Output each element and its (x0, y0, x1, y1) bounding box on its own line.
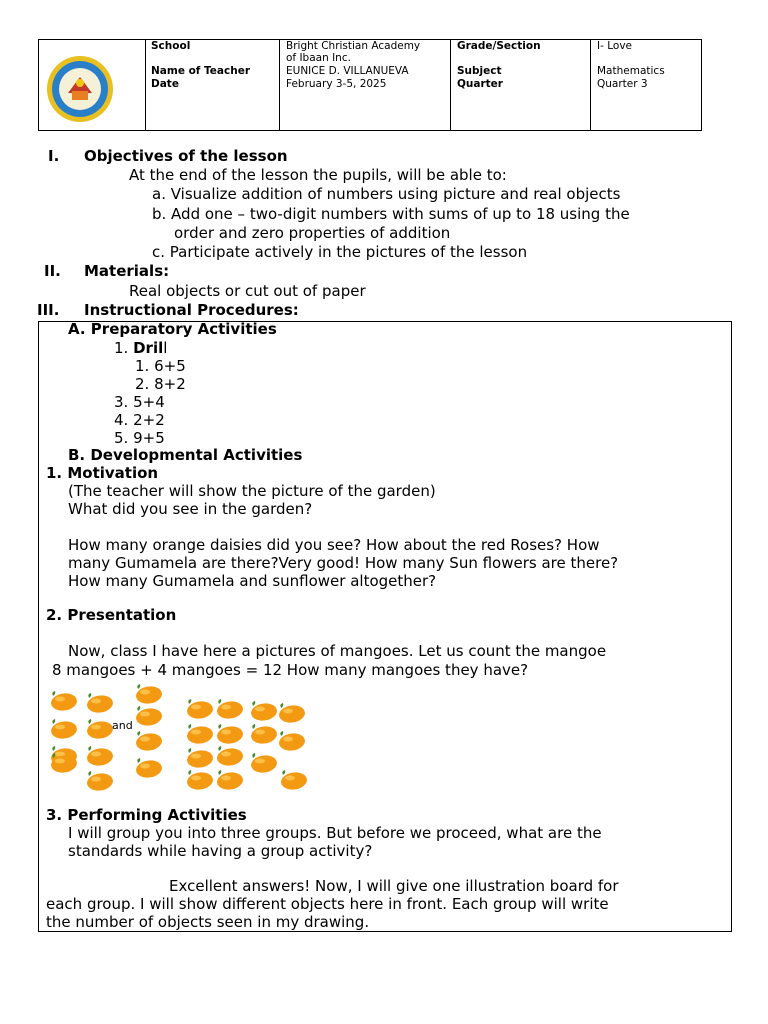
presentation-line-2: 8 mangoes + 4 mangoes = 12 How many mangoes they have? (52, 661, 529, 679)
col-divider (145, 40, 146, 130)
col-divider (279, 40, 280, 130)
school-logo-icon (46, 55, 114, 123)
mango-icon (48, 752, 78, 774)
mango-icon (133, 757, 163, 779)
motivation-line-5: How many Gumamela and sunflower altogether? (68, 572, 437, 590)
mango-icon (184, 769, 214, 791)
drill-1: 1. 6+5 (135, 357, 186, 375)
mango-icon (248, 700, 278, 722)
mango-icon (214, 723, 244, 745)
quarter-value: Quarter 3 (597, 78, 648, 90)
school-value-line2: of Ibaan Inc. (286, 52, 351, 64)
objectives-numeral: I. (48, 147, 60, 165)
teacher-label: Name of Teacher (151, 65, 251, 77)
subject-label: Subject (457, 65, 502, 77)
mango-icon (248, 752, 278, 774)
performing-heading: 3. Performing Activities (46, 806, 247, 824)
drill-5: 5. 9+5 (114, 429, 165, 447)
grade-label: Grade/Section (457, 40, 541, 52)
mango-icon (84, 718, 114, 740)
col-divider (590, 40, 591, 130)
materials-heading: Materials: (84, 262, 170, 280)
objectives-heading: Objectives of the lesson (84, 147, 288, 165)
objective-b: b. Add one – two-digit numbers with sums of up to 18 using the (152, 205, 630, 223)
procedures-heading: Instructional Procedures: (84, 301, 299, 319)
objectives-intro: At the end of the lesson the pupils, will be able to: (129, 166, 507, 184)
mango-icon (48, 718, 78, 740)
drill-2: 2. 8+2 (135, 375, 186, 393)
motivation-heading: 1. Motivation (46, 464, 159, 482)
mango-icon (184, 747, 214, 769)
mango-icon (84, 692, 114, 714)
motivation-line-3: How many orange daisies did you see? How about the red Roses? How (68, 536, 600, 554)
mango-icon (184, 723, 214, 745)
procedures-numeral: III. (37, 301, 60, 319)
mango-icon (84, 770, 114, 792)
materials-text: Real objects or cut out of paper (129, 282, 366, 300)
drill-3: 3. 5+4 (114, 393, 165, 411)
drill-number: 1. (114, 339, 129, 357)
materials-numeral: II. (44, 262, 61, 280)
drill-label: Dril (133, 339, 164, 357)
objective-a: a. Visualize addition of numbers using picture and real objects (152, 185, 621, 203)
presentation-line-1: Now, class I have here a pictures of mangoes. Let us count the mangoe (68, 642, 607, 660)
mango-icon (133, 705, 163, 727)
motivation-line-1: (The teacher will show the picture of the garden) (68, 482, 436, 500)
school-label: School (151, 40, 191, 52)
motivation-line-4: many Gumamela are there?Very good! How many Sun flowers are there? (68, 554, 619, 572)
mango-icon (48, 690, 78, 712)
mango-icon (214, 745, 244, 767)
performing-line-4: each group. I will show different objects here in front. Each group will write (46, 895, 609, 913)
date-value: February 3-5, 2025 (286, 78, 387, 90)
subject-value: Mathematics (597, 65, 665, 77)
performing-line-2: standards while having a group activity? (68, 842, 373, 860)
teacher-value: EUNICE D. VILLANUEVA (286, 65, 409, 77)
objective-c: c. Participate actively in the pictures of the lesson (152, 243, 528, 261)
preparatory-heading: A. Preparatory Activities (68, 320, 277, 338)
objective-b-cont: order and zero properties of addition (174, 224, 451, 242)
grade-value: I- Love (597, 40, 632, 52)
performing-line-1: I will group you into three groups. But before we proceed, what are the (68, 824, 602, 842)
drill-item (114, 339, 167, 357)
motivation-line-2: What did you see in the garden? (68, 500, 313, 518)
col-divider (450, 40, 451, 130)
mango-icon (248, 723, 278, 745)
mango-icon (133, 683, 163, 705)
drill-label-rest: l (163, 339, 168, 357)
mango-icon (84, 745, 114, 767)
performing-line-5: the number of objects seen in my drawing. (46, 913, 370, 931)
presentation-heading: 2. Presentation (46, 606, 177, 624)
and-label: and (112, 719, 133, 732)
mango-icon (184, 698, 214, 720)
date-label: Date (151, 78, 179, 90)
mango-icon (276, 702, 306, 724)
performing-line-3: Excellent answers! Now, I will give one illustration board for (169, 877, 619, 895)
developmental-heading: B. Developmental Activities (68, 446, 303, 464)
mango-icon (214, 698, 244, 720)
school-value: Bright Christian Academy (286, 40, 421, 52)
mango-icon (276, 730, 306, 752)
header-table (38, 39, 702, 131)
quarter-label: Quarter (457, 78, 503, 90)
drill-4: 4. 2+2 (114, 411, 165, 429)
mango-icon (278, 769, 308, 791)
mango-icon (133, 730, 163, 752)
mango-icon (214, 769, 244, 791)
